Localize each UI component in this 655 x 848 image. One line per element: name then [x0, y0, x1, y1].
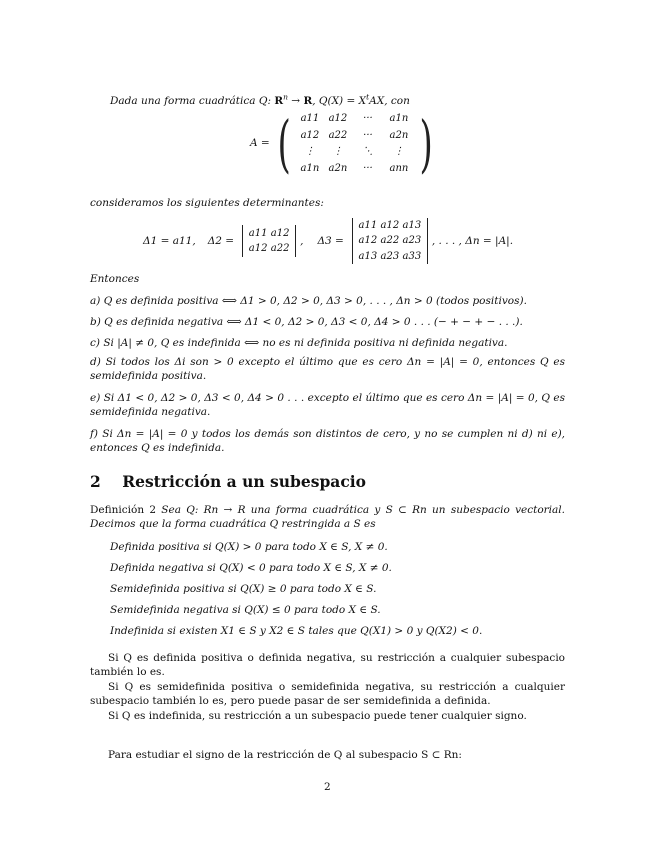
matrix-cell: ⋱	[362, 146, 373, 157]
delta-2-label: Δ2 =	[207, 234, 235, 247]
delta-3-label: Δ3 =	[317, 234, 344, 247]
condition-e: e) Si Δ1 < 0, Δ2 > 0, Δ3 < 0, Δ4 > 0 . . . excepto el último que es cero Δn = |A| = 0, Q es semidefinida negativa.	[90, 392, 565, 419]
entonces-label: Entonces	[90, 273, 140, 285]
matrix-cell: ⋮	[332, 146, 343, 157]
intro-n-sup: n	[283, 92, 288, 102]
matrix-grid	[296, 112, 414, 175]
delta-3-det	[348, 218, 432, 264]
definition-item: Definida negativa si Q(X) < 0 para todo X ∈ S, X ≠ 0.	[110, 562, 392, 574]
condition-b: b) Q es definida negativa ⟺ Δ1 < 0, Δ2 > 0, Δ3 < 0, Δ4 > 0 . . . (− + − + − . . .).	[90, 316, 523, 328]
intro-q: Q:	[258, 95, 275, 107]
det3-cell: a12	[380, 219, 400, 231]
det2-cell: a22	[270, 243, 290, 254]
intro-t-sup: t	[366, 92, 370, 102]
page-number: 2	[324, 781, 331, 793]
condition-c: c) Si |A| ≠ 0, Q es indefinida ⟺ no es ni definida positiva ni definida negativa.	[90, 337, 508, 349]
intro-qx: Q(X) = X	[318, 95, 367, 107]
intro-r: R	[303, 95, 313, 107]
delta-comma: ,	[300, 234, 304, 247]
det3-left-bar	[352, 218, 353, 264]
matrix-cell: a12	[300, 129, 320, 141]
closing-line: Para estudiar el signo de la restricción de Q al subespacio S ⊂ Rn:	[108, 749, 462, 761]
intro-con: con	[390, 95, 410, 107]
det2-cell: a12	[248, 243, 268, 254]
definition-item: Semidefinida negativa si Q(X) ≤ 0 para todo X ∈ S.	[110, 604, 381, 616]
matrix-cell: a1n	[389, 113, 409, 124]
det3-cell: a12	[358, 235, 378, 247]
determinants-intro: consideramos los siguientes determinantes:	[90, 197, 324, 209]
matrix-cell: ⋮	[304, 146, 315, 157]
matrix-cell: a11	[300, 113, 320, 124]
remark-3: Si Q es indefinida, su restricción a un subespacio puede tener cualquier signo.	[108, 710, 527, 722]
right-paren: )	[419, 106, 433, 180]
det3-cell: a22	[380, 235, 400, 247]
det2-right-bar	[295, 225, 296, 257]
remark-2: Si Q es semidefinida positiva o semidefinida negativa, su restricción a cualquier subespacio también lo es, pero puede pasar de ser semidefinida a definida.	[90, 681, 565, 708]
matrix-cell: a2n	[328, 162, 348, 174]
matrix-cell: a12	[328, 113, 348, 124]
definition-label: Definición 2	[90, 504, 157, 516]
condition-f: f) Si Δn = |A| = 0 y todos los demás son distintos de cero, y no se cumplen ni d) ni e), entonces Q es indefinida.	[90, 428, 565, 455]
determinants-line	[143, 216, 513, 266]
det3-grid	[357, 219, 423, 264]
det3-cell: a13	[358, 250, 378, 262]
condition-d: d) Si todos los Δi son > 0 excepto el último que es cero Δn = |A| = 0, entonces Q es semidefinida positiva.	[90, 356, 565, 383]
section-title: Restricción a un subespacio	[122, 472, 366, 491]
matrix-cell: ann	[389, 162, 409, 174]
det3-cell: a13	[402, 219, 422, 231]
det2-grid	[247, 227, 291, 256]
det3-cell: a11	[358, 219, 378, 231]
intro-text: Dada una forma cuadrática	[110, 95, 259, 107]
remark-1: Si Q es definida positiva o definida negativa, su restricción a cualquier subespacio también lo es.	[90, 652, 565, 679]
delta-n: , . . . , Δn = |A|.	[431, 234, 514, 247]
intro-ax: AX,	[369, 95, 391, 107]
det3-cell: a23	[380, 250, 400, 262]
delta-1: Δ1 = a11,	[143, 234, 196, 247]
det2-cell: a12	[270, 227, 290, 239]
intro-sep: ,	[312, 95, 319, 107]
matrix-a	[250, 106, 438, 180]
definition-item: Definida positiva si Q(X) > 0 para todo X ∈ S, X ≠ 0.	[110, 541, 388, 553]
det2-left-bar	[242, 225, 243, 257]
delta-2-det	[238, 225, 300, 257]
det2-cell: a11	[248, 227, 268, 239]
definition-item: Indefinida si existen X1 ∈ S y X2 ∈ S tales que Q(X1) > 0 y Q(X2) < 0.	[110, 625, 483, 637]
matrix-cell: a2n	[389, 129, 409, 141]
matrix-cell: ···	[363, 113, 373, 124]
matrix-cell: ···	[363, 129, 373, 141]
matrix-cell: a1n	[300, 162, 320, 174]
definition-item: Semidefinida positiva si Q(X) ≥ 0 para todo X ∈ S.	[110, 583, 377, 595]
intro-rn: R	[274, 95, 284, 107]
section-heading	[90, 472, 366, 493]
section-number: 2	[90, 472, 101, 491]
condition-a: a) Q es definida positiva ⟺ Δ1 > 0, Δ2 > 0, Δ3 > 0, . . . , Δn > 0 (todos positivos).	[90, 295, 527, 307]
det3-cell: a33	[402, 250, 422, 262]
matrix-cell: a22	[328, 129, 348, 141]
det3-cell: a23	[402, 235, 422, 247]
definition-block	[90, 503, 565, 531]
intro-arrow: →	[287, 95, 304, 107]
intro-line	[110, 94, 410, 108]
matrix-cell: ···	[363, 162, 373, 174]
matrix-label: A =	[250, 137, 270, 150]
definition-text: Sea Q: Rn → R una forma cuadrática y S ⊂ Rn un subespacio vectorial. Decimos que la forma cuadrática Q restringida a S es	[90, 504, 565, 531]
det3-right-bar	[427, 218, 428, 264]
matrix-cell: ⋮	[393, 146, 404, 157]
left-paren: (	[277, 106, 291, 180]
